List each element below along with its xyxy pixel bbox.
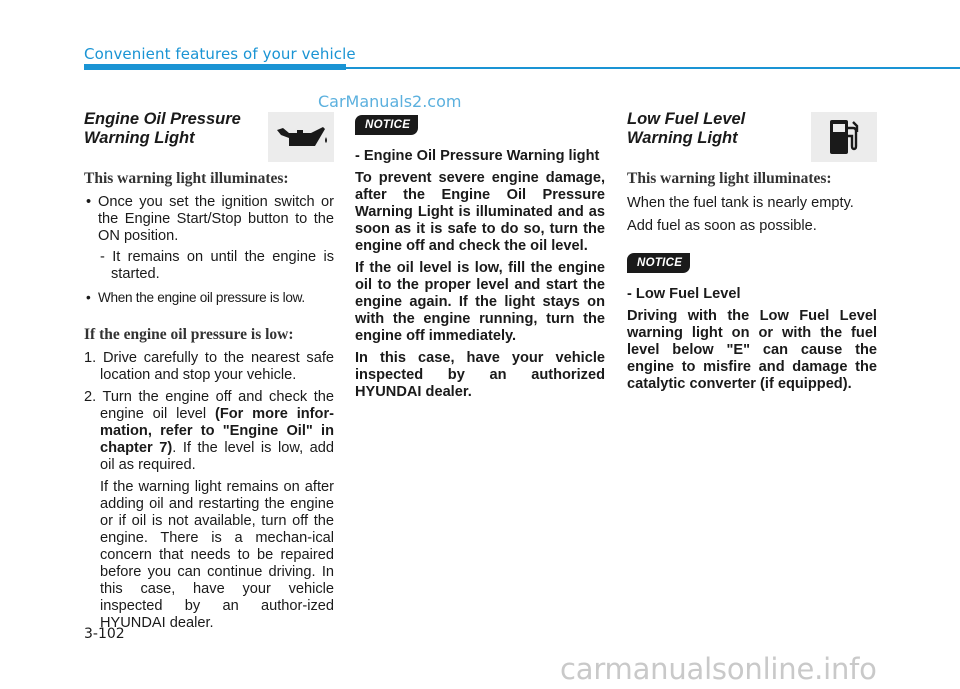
oil-notice-para-2: If the oil level is low, fill the engine oil to the proper level and start the engine again. If the light stays on with the engine running, turn the engine off immediately. — [355, 260, 605, 344]
fuel-text-add: Add fuel as soon as possible. — [627, 218, 817, 234]
oil-bullet-ignition: • Once you set the ignition switch or the Engine Start/Stop button to the ON position. — [84, 194, 334, 245]
oil-notice-para-3: In this case, have your vehicle inspected by an authorized HYUNDAI dealer. — [355, 350, 605, 400]
header-rule — [346, 67, 960, 69]
oil-section-title: Engine Oil Pressure Warning Light — [84, 110, 241, 147]
oil-notice-section — [355, 115, 605, 401]
oil-step-2: 2. Turn the engine off and check the engine oil level (For more infor-mation, refer to "Engine Oil" in chapter 7). If the level is low, add oil as required. — [84, 389, 335, 473]
fuel-section-title: Low Fuel Level Warning Light — [627, 110, 746, 147]
oil-step-1: 1. Drive carefully to the nearest safe location and stop your vehicle. — [84, 350, 334, 383]
oil-can-icon — [268, 112, 334, 162]
oil-step-2-detail: If the warning light remains on after adding oil and restarting the engine or if oil is not available, turn off the engine. There is a mechan-ical concern that needs to be repaired before you can continue driving. In this case, have your vehicle inspected by an author-ized HYUNDAI dealer. — [100, 479, 334, 631]
watermark-bottom: carmanualsonline.info — [560, 652, 877, 686]
notice-badge: NOTICE — [355, 115, 418, 135]
header-rule-accent — [84, 64, 346, 70]
oil-pressure-section — [84, 110, 334, 632]
section-header: Convenient features of your vehicle — [84, 45, 356, 63]
fuel-illuminates-heading: This warning light illuminates: — [627, 170, 832, 187]
fuel-pump-icon — [811, 112, 877, 162]
page-number: 3-102 — [84, 626, 125, 642]
fuel-notice-title: - Low Fuel Level — [627, 286, 741, 302]
oil-notice-para-1: To prevent severe engine damage, after the Engine Oil Pressure Warning Light is illuminated and as soon as it is safe to do so, turn the engine off and check the oil level. — [355, 170, 605, 254]
oil-bullet-sub: - It remains on until the engine is started. — [100, 249, 334, 282]
oil-illuminates-heading: This warning light illuminates: — [84, 170, 289, 187]
watermark-top: CarManuals2.com — [318, 92, 462, 111]
fuel-text-empty: When the fuel tank is nearly empty. — [627, 195, 854, 211]
oil-notice-title: - Engine Oil Pressure Warning light — [355, 148, 600, 164]
oil-bullet-pressure: • When the engine oil pressure is low. — [84, 289, 334, 306]
oil-low-heading: If the engine oil pressure is low: — [84, 326, 294, 343]
notice-badge: NOTICE — [627, 253, 690, 273]
fuel-notice-para: Driving with the Low Fuel Level warning light on or with the fuel level below "E" can cause the engine to misfire and damage the catalytic converter (if equipped). — [627, 308, 877, 392]
